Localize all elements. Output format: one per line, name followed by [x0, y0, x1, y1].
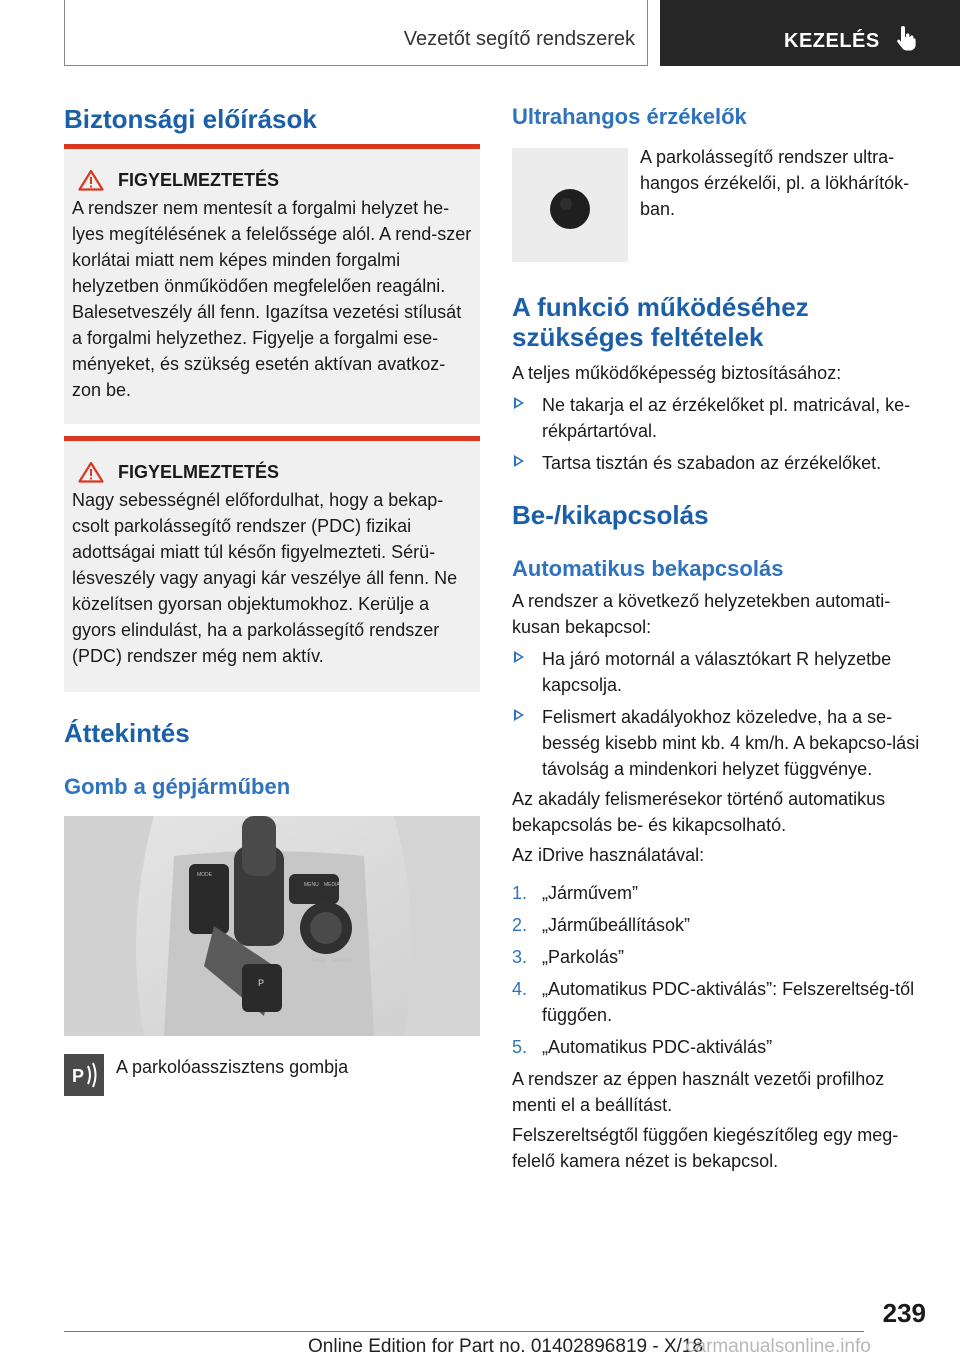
photo-label-option: OPTION: [332, 958, 352, 964]
section-title-onoff: Be-/kikapcsolás: [512, 500, 709, 530]
console-photo: [64, 816, 480, 1036]
step-number: 1.: [512, 883, 528, 903]
button-caption: A parkolóasszisztens gombja: [116, 1057, 349, 1077]
header-section-title: Vezetőt segítő rendszerek: [403, 28, 635, 50]
footer-divider: [64, 1331, 864, 1332]
step-number: 4.: [512, 979, 528, 999]
auto-text-1: Ha járó motornál a választókart R helyzetbe kapcsolja.: [542, 649, 892, 695]
warning-box-2: [64, 436, 480, 692]
step-number: 5.: [512, 1037, 528, 1057]
page-number: 239: [882, 1298, 926, 1328]
step-text: „Automatikus PDC-aktiválás”: [542, 1037, 773, 1057]
warning-triangle-icon: [78, 169, 104, 191]
watermark-text: carmanualsonline.info: [686, 1336, 871, 1357]
warning-triangle-icon: [78, 461, 104, 483]
step-item-1: [512, 880, 924, 906]
idrive-intro: Az iDrive használatával:: [512, 845, 705, 865]
camera-text: Felszereltségtől függően kiegészítőleg egy meg-felelő kamera nézet is bekapcsol.: [512, 1125, 899, 1171]
center-console-illustration: [64, 816, 480, 1036]
photo-label-menu: MENU: [304, 882, 319, 888]
auto-item-1: [512, 646, 924, 698]
profile-text: A rendszer az éppen használt vezetői profilhoz menti el a beállítást.: [512, 1069, 885, 1115]
park-assist-button-icon: [64, 1054, 104, 1096]
hand-pointer-icon: [894, 24, 920, 52]
photo-label-p: P: [258, 978, 265, 988]
section-title-requirements: A funkció működéséhez szükséges feltételek: [512, 292, 809, 352]
bullet-triangle-icon: [514, 709, 524, 721]
step-number: 2.: [512, 915, 528, 935]
step-text: „Automatikus PDC-aktiválás”: Felszereltség-től függően.: [542, 979, 915, 1025]
header-chapter-tab: [660, 0, 960, 66]
auto-item-2: [512, 704, 924, 782]
step-item-3: [512, 944, 924, 970]
requirements-intro: A teljes működőképesség biztosításához:: [512, 363, 842, 383]
auto-text-2: Felismert akadályokhoz közeledve, ha a se-besség kisebb mint kb. 4 km/h. A bekapcso-lási távolság a mindenkori helyzet függvénye.: [542, 707, 920, 779]
bullet-triangle-icon: [514, 651, 524, 663]
warning-box-1: [64, 144, 480, 424]
step-item-5: [512, 1034, 924, 1060]
photo-label-media: MEDIA: [324, 882, 340, 888]
warning-label-2: FIGYELMEZTETÉS: [118, 461, 280, 482]
photo-label-back: BACK: [312, 958, 326, 964]
header-section-box: [64, 0, 648, 66]
step-text: „Parkolás”: [542, 947, 625, 967]
edition-text: Online Edition for Part no. 01402896819 - X/18: [308, 1336, 704, 1357]
step-number: 3.: [512, 947, 528, 967]
warning-text-1: A rendszer nem mentesít a forgalmi helyzet he-lyes megítélésének a felelőssége alól. A rend-szer korlátai miatt nem képes minden forgalmi helyzetben önműködően megfelelően reagálni. Balesetveszély áll fenn. Igazítsa vezetési stílusát a forgalmi helyzethez. Figyelje a forgalmi ese-ményeket, és szükség esetén aktívan avatkoz-zon be.: [72, 198, 472, 400]
step-item-2: [512, 912, 924, 938]
bullet-triangle-icon: [514, 455, 524, 467]
warning-text-2: Nagy sebességnél előfordulhat, hogy a bekap-csolt parkolássegítő rendszer (PDC) fizikai adottságai miatt túl későn figyelmezteti. Sérü-lésveszély vagy anyagi kár veszélye áll fenn. Ne közelítsen gyorsan objektumokhoz. Kerülje a gyors elindulást, ha a parkolássegítő rendszer (PDC) rendszer még nem aktív.: [72, 490, 458, 666]
step-item-4: [512, 976, 924, 1028]
step-text: „Járművem”: [542, 883, 639, 903]
requirement-text-2: Tartsa tisztán és szabadon az érzékelőket.: [542, 453, 882, 473]
bullet-triangle-icon: [514, 397, 524, 409]
sensor-photo: [512, 148, 628, 262]
requirement-text-1: Ne takarja el az érzékelőket pl. matricával, ke-rékpártartóval.: [542, 395, 911, 441]
auto-intro: A rendszer a következő helyzetekben automati-kusan bekapcsol:: [512, 591, 891, 637]
subsection-title-auto: Automatikus bekapcsolás: [512, 556, 784, 581]
section-title-overview: Áttekintés: [64, 718, 190, 748]
requirement-item-2: [512, 450, 924, 476]
ultrasonic-text: A parkolássegítő rendszer ultra-hangos érzékelői, pl. a lökhárítók-ban.: [640, 147, 910, 219]
warning-label-1: FIGYELMEZTETÉS: [118, 169, 280, 190]
header-chapter-label: KEZELÉS: [784, 30, 880, 52]
auto-note: Az akadály felismerésekor történő automatikus bekapcsolás be- és kikapcsolható.: [512, 789, 886, 835]
photo-label-mode: MODE: [197, 872, 212, 878]
step-text: „Járműbeállítások”: [542, 915, 691, 935]
svg-text:P: P: [72, 1066, 85, 1086]
subsection-title-button: Gomb a gépjárműben: [64, 774, 291, 799]
section-title-safety: Biztonsági előírások: [64, 104, 317, 134]
subsection-title-ultrasonic: Ultrahangos érzékelők: [512, 104, 747, 129]
requirement-item-1: [512, 392, 924, 444]
